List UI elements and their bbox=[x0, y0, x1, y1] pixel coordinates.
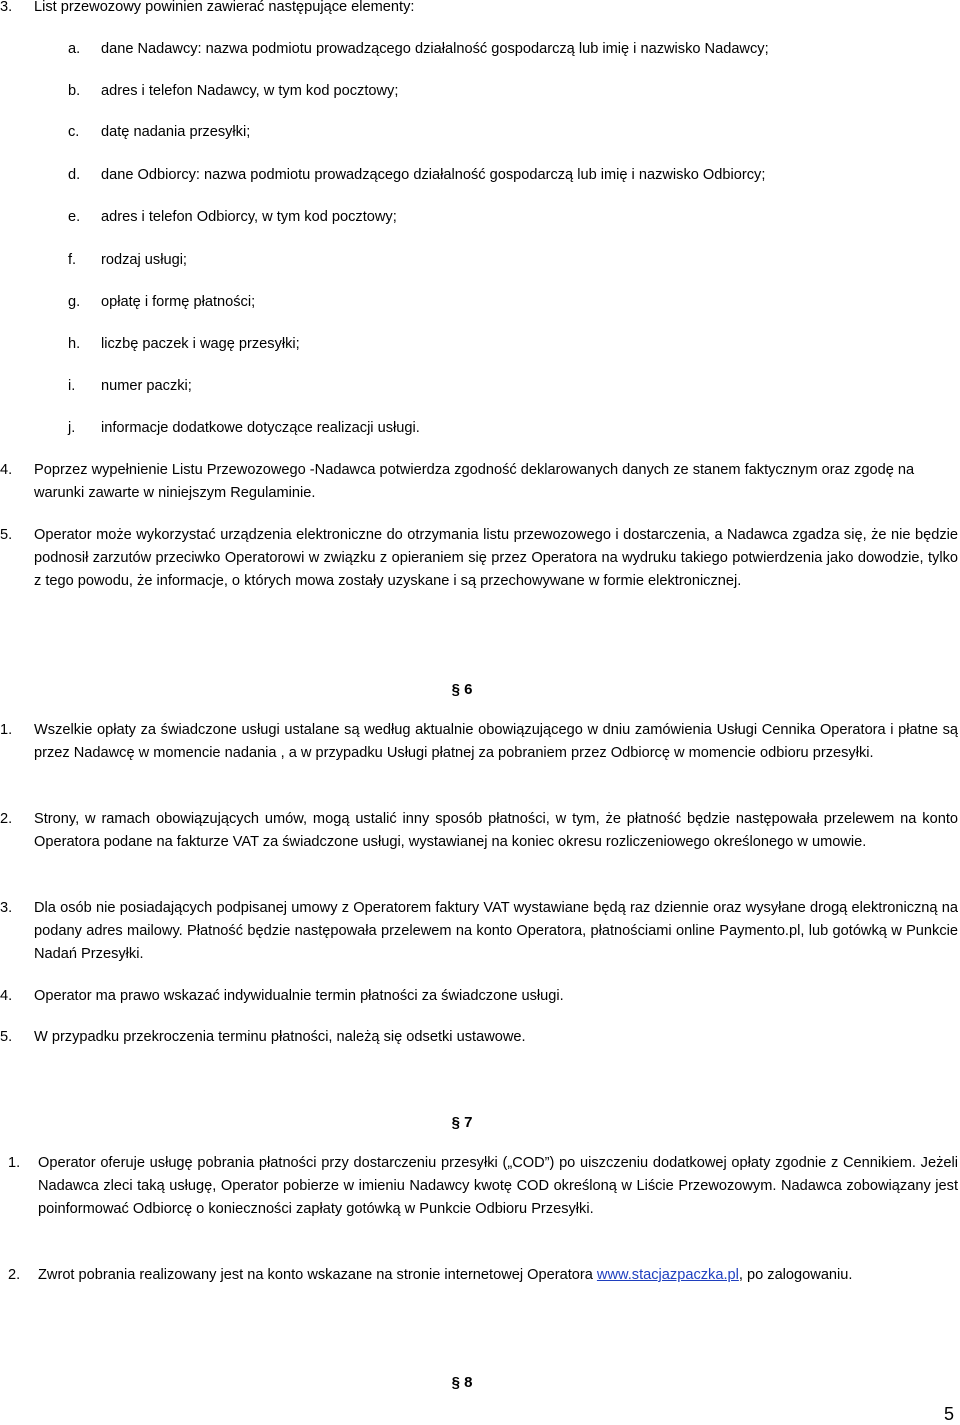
item-number: 2. bbox=[0, 811, 13, 827]
subitem-text: dane Odbiorcy: nazwa podmiotu prowadzącego działalność gospodarczą lub imię i nazwisko Odbiorcy; bbox=[101, 167, 766, 183]
subitem-text: liczbę paczek i wagę przesyłki; bbox=[101, 336, 300, 352]
section-7-heading: § 7 bbox=[451, 1114, 473, 1131]
subitem-j bbox=[0, 417, 958, 440]
list-item-3 bbox=[0, 0, 958, 19]
section-7-item-2 bbox=[0, 1264, 958, 1287]
item-number: 3. bbox=[0, 0, 13, 15]
text-before-link: Zwrot pobrania realizowany jest na konto wskazane na stronie internetowej Operatora bbox=[38, 1267, 597, 1283]
text-after-link: , po zalogowaniu. bbox=[738, 1267, 853, 1283]
item-text: Operator ma prawo wskazać indywidualnie termin płatności za świadczone usługi. bbox=[34, 988, 564, 1004]
subitem-h bbox=[0, 333, 958, 356]
subitem-text: adres i telefon Odbiorcy, w tym kod pocztowy; bbox=[101, 209, 397, 225]
subitem-b bbox=[0, 80, 958, 103]
subitem-f bbox=[0, 249, 958, 272]
item-number: 4. bbox=[0, 462, 13, 478]
subitem-letter: f. bbox=[68, 252, 77, 268]
subitem-text: opłatę i formę płatności; bbox=[101, 294, 256, 310]
section-6-heading: § 6 bbox=[451, 681, 473, 698]
subitem-letter: b. bbox=[68, 83, 81, 99]
item-number: 2. bbox=[8, 1267, 21, 1283]
item-text: Wszelkie opłaty za świadczone usługi ustalane są według aktualnie obowiązującego w dniu zamówienia Usługi Cennika Operatora i płatne są przez Nadawcę w momencie nadania , a w przypadku Usługi płatnej za pobraniem przez Odbiorcę w momencie odbioru przesyłki. bbox=[34, 722, 958, 761]
subitem-i bbox=[0, 375, 958, 398]
list-item-5 bbox=[0, 524, 958, 593]
subitem-c bbox=[0, 121, 958, 144]
subitem-text: numer paczki; bbox=[101, 378, 192, 394]
subitem-letter: d. bbox=[68, 167, 81, 183]
section-6-item-1 bbox=[0, 719, 958, 765]
section-6-item-5 bbox=[0, 1026, 958, 1049]
item-text: List przewozowy powinien zawierać następujące elementy: bbox=[34, 0, 415, 15]
item-number: 5. bbox=[0, 527, 13, 543]
subitem-text: adres i telefon Nadawcy, w tym kod pocztowy; bbox=[101, 83, 399, 99]
subitem-g bbox=[0, 291, 958, 314]
website-link[interactable]: www.stacjazpaczka.pl bbox=[596, 1267, 739, 1283]
item-number: 1. bbox=[0, 722, 13, 738]
item-text: Strony, w ramach obowiązujących umów, mogą ustalić inny sposób płatności, w tym, że płatność będzie następowała przelewem na konto Operatora podane na fakturze VAT za świadczone usługi, wystawianej na koniec okresu rozliczeniowego określonego w umowie. bbox=[34, 811, 958, 850]
subitem-letter: e. bbox=[68, 209, 81, 225]
subitem-text: informacje dodatkowe dotyczące realizacji usługi. bbox=[101, 420, 420, 436]
section-6-item-2 bbox=[0, 808, 958, 854]
item-text bbox=[38, 1264, 958, 1287]
item-number: 1. bbox=[8, 1155, 21, 1171]
subitem-e bbox=[0, 206, 958, 229]
item-text: W przypadku przekroczenia terminu płatności, należą się odsetki ustawowe. bbox=[34, 1029, 526, 1045]
subitem-text: datę nadania przesyłki; bbox=[101, 124, 251, 140]
item-number: 5. bbox=[0, 1029, 13, 1045]
subitem-text: rodzaj usługi; bbox=[101, 252, 187, 268]
subitem-letter: c. bbox=[68, 124, 80, 140]
subitem-text: dane Nadawcy: nazwa podmiotu prowadzącego działalność gospodarczą lub imię i nazwisko Nadawcy; bbox=[101, 41, 769, 57]
subitem-letter: g. bbox=[68, 294, 81, 310]
item-text: Operator może wykorzystać urządzenia elektroniczne do otrzymania listu przewozowego i dostarczenia, a Nadawca zgadza się, że nie będzie podnosił zarzutów przeciwko Operatorowi w związku z opieraniem się przez Operatora na wydruku takiego potwierdzenia jako dowodzie, tylko z tego powodu, że informacje, o których mowa zostały uzyskane i są przechowywane w formie elektronicznej. bbox=[34, 527, 958, 589]
section-8-heading: § 8 bbox=[451, 1374, 473, 1391]
section-7-item-1 bbox=[0, 1152, 958, 1221]
section-6-item-3 bbox=[0, 897, 958, 966]
section-6-item-4 bbox=[0, 985, 958, 1008]
item-text: Operator oferuje usługę pobrania płatności przy dostarczeniu przesyłki („COD”) po uiszczeniu dodatkowej opłaty zgodnie z Cennikiem. Jeżeli Nadawca zleci taką usługę, Operator pobierze w imieniu Nadawcy kwotę COD określoną w Liście Przewozowym. Nadawca zobowiązany jest poinformować Odbiorcę o konieczności zapłaty gotówką w Punkcie Odbioru Przesyłki. bbox=[38, 1155, 958, 1217]
subitem-letter: h. bbox=[68, 336, 81, 352]
page-number: 5 bbox=[943, 1404, 954, 1424]
subitem-letter: a. bbox=[68, 41, 81, 57]
item-number: 3. bbox=[0, 900, 13, 916]
item-text: Poprzez wypełnienie Listu Przewozowego -Nadawca potwierdza zgodność deklarowanych danych ze stanem faktycznym oraz zgodę na warunki zawarte w niniejszym Regulaminie. bbox=[34, 462, 915, 501]
subitem-d bbox=[0, 164, 958, 187]
item-number: 4. bbox=[0, 988, 13, 1004]
item-text: Dla osób nie posiadających podpisanej umowy z Operatorem faktury VAT wystawiane będą raz dziennie oraz wysyłane drogą elektroniczną na podany adres mailowy. Płatność będzie następowała przelewem na konto Operatora, płatnościami online Paymento.pl, lub gotówką w Punkcie Nadań Przesyłki. bbox=[34, 900, 958, 962]
subitem-letter: i. bbox=[68, 378, 76, 394]
subitem-letter: j. bbox=[68, 420, 76, 436]
subitem-a bbox=[0, 38, 958, 61]
list-item-4 bbox=[0, 459, 958, 505]
